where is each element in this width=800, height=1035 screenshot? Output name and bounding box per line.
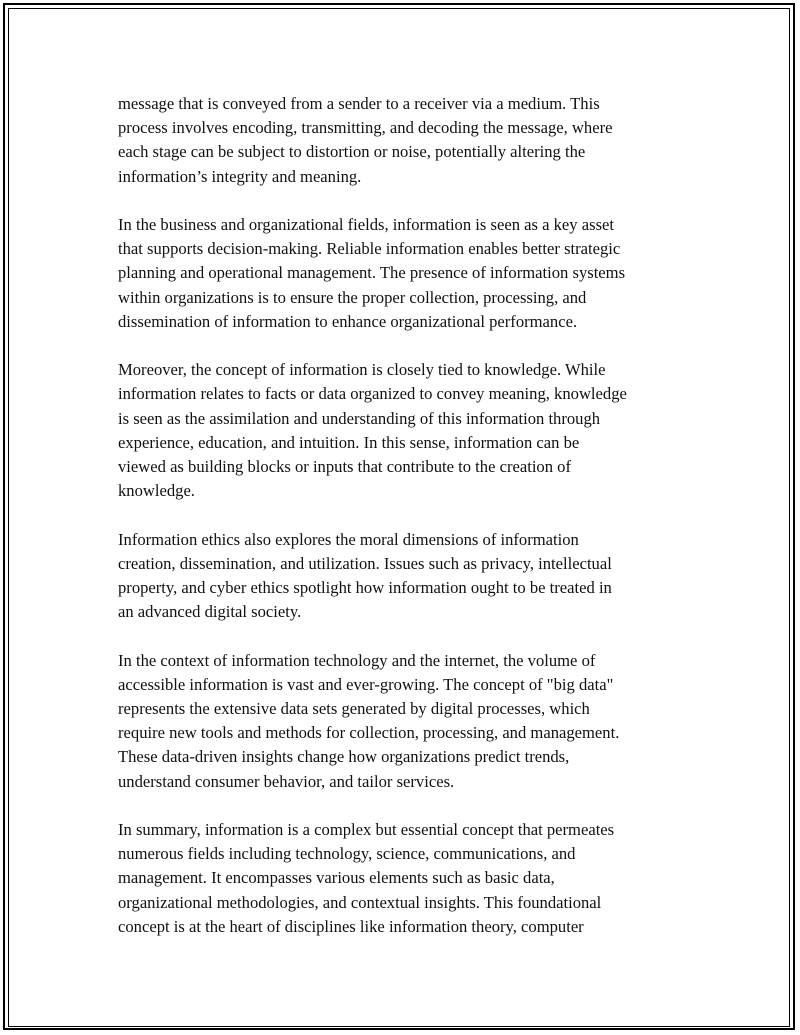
text-line: represents the extensive data sets generated by digital processes, which — [118, 699, 590, 719]
paragraph-knowledge — [118, 358, 690, 503]
text-line: In the context of information technology and the internet, the volume of — [118, 650, 596, 670]
text-line: experience, education, and intuition. In this sense, information can be — [118, 432, 580, 452]
text-line: Moreover, the concept of information is closely tied to knowledge. While — [118, 360, 606, 380]
document-body — [118, 92, 690, 963]
text-line: knowledge. — [118, 481, 195, 501]
text-line: organizational methodologies, and contextual insights. This foundational — [118, 892, 602, 912]
text-line: information relates to facts or data organized to convey meaning, knowledge — [118, 384, 627, 404]
text-line: that supports decision-making. Reliable information enables better strategic — [118, 239, 621, 259]
paragraph-business-organizational — [118, 213, 690, 334]
text-line: In summary, information is a complex but essential concept that permeates — [118, 820, 615, 840]
text-line: information’s integrity and meaning. — [118, 166, 362, 186]
text-line: message that is conveyed from a sender to a receiver via a medium. This — [118, 94, 600, 113]
paragraph-communication-process — [118, 92, 690, 189]
text-line: process involves encoding, transmitting, and decoding the message, where — [118, 118, 613, 138]
text-line: numerous fields including technology, science, communications, and — [118, 844, 576, 864]
text-line: is seen as the assimilation and understanding of this information through — [118, 408, 601, 428]
text-line: management. It encompasses various elements such as basic data, — [118, 868, 555, 888]
text-line: concept is at the heart of disciplines like information theory, computer — [118, 916, 584, 936]
paragraph-summary — [118, 818, 690, 939]
text-line: property, and cyber ethics spotlight how information ought to be treated in — [118, 578, 612, 598]
text-line: understand consumer behavior, and tailor services. — [118, 771, 455, 791]
text-line: These data-driven insights change how organizations predict trends, — [118, 747, 570, 767]
paragraph-big-data — [118, 649, 690, 794]
text-line: within organizations is to ensure the proper collection, processing, and — [118, 287, 587, 307]
text-line: require new tools and methods for collection, processing, and management. — [118, 723, 620, 743]
text-line: an advanced digital society. — [118, 602, 302, 622]
text-line: accessible information is vast and ever-growing. The concept of "big data" — [118, 674, 614, 694]
text-line: Information ethics also explores the moral dimensions of information — [118, 529, 579, 549]
text-line: each stage can be subject to distortion or noise, potentially altering the — [118, 142, 586, 162]
text-line: viewed as building blocks or inputs that contribute to the creation of — [118, 457, 571, 477]
text-line: dissemination of information to enhance organizational performance. — [118, 311, 578, 331]
paragraph-information-ethics — [118, 528, 690, 625]
text-line: In the business and organizational fields, information is seen as a key asset — [118, 215, 614, 234]
text-line: creation, dissemination, and utilization. Issues such as privacy, intellectual — [118, 553, 612, 573]
text-line: planning and operational management. The presence of information systems — [118, 263, 626, 283]
